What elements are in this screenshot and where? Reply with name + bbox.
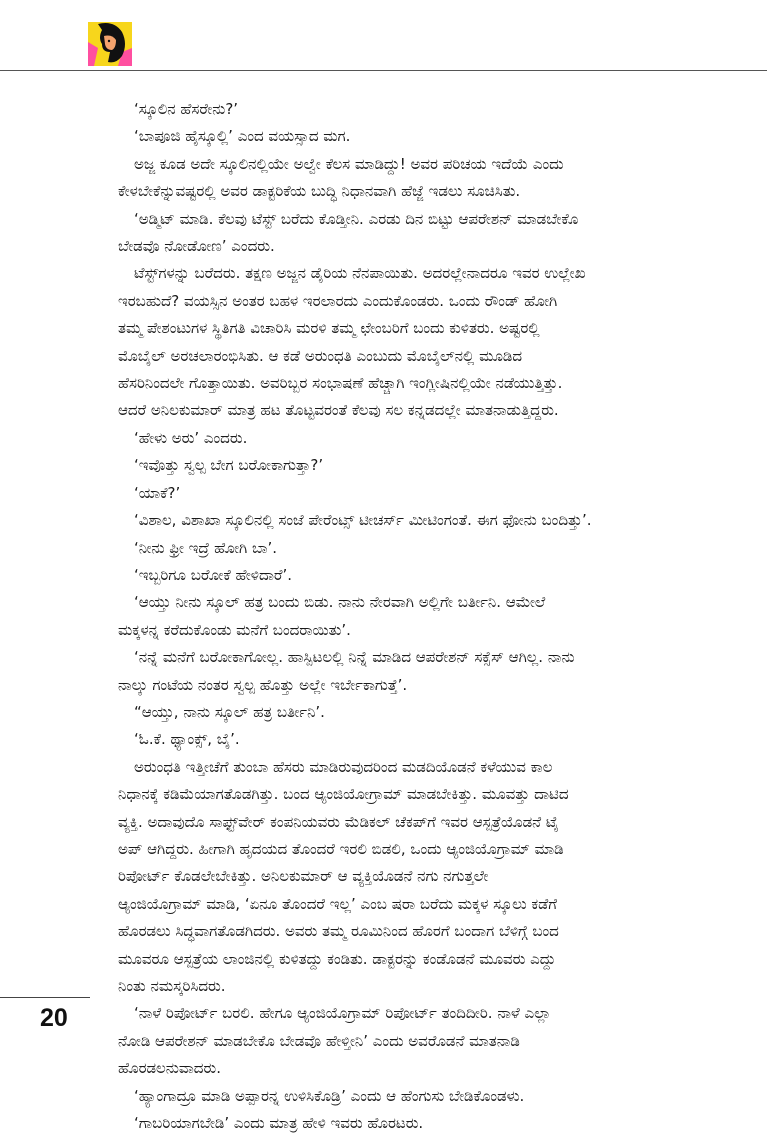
text-line: ನಿಂತು ನಮಸ್ಕರಿಸಿದರು. — [118, 977, 226, 995]
text-line: ಆ್ಯಂಜಿಯೊಗ್ರಾಮ್ ಮಾಡಿ, ‘ಏನೂ ತೊಂದರೆ ಇಲ್ಲ’ ಎಂಬ ಷರಾ ಬರೆದು ಮಕ್ಕಳ ಸ್ಕೂಲು ಕಡೆಗೆ — [118, 894, 557, 913]
text-line: ‘ನೀನು ಫ್ರೀ ಇದ್ರೆ ಹೋಗಿ ಬಾ’. — [134, 538, 278, 557]
text-line: ‘ಓ.ಕೆ. ಥ್ಯಾಂಕ್ಸ್, ಬೈ’. — [134, 730, 240, 749]
text-line: ‘ನಾಳೆ ರಿಪೋರ್ಟ್ ಬರಲಿ. ಹೇಗೂ ಆ್ಯಂಜಿಯೊಗ್ರಾಮ್ ರಿಪೋರ್ಟ್ ತಂದಿದೀರಿ. ನಾಳೆ ಎಲ್ಲಾ — [134, 1004, 551, 1023]
paragraph — [118, 562, 714, 589]
text-line: ಹೆಸರಿನಿಂದಲೇ ಗೊತ್ತಾಯಿತು. ಅವರಿಬ್ಬರ ಸಂಭಾಷಣೆ ಹೆಚ್ಚಾಗಿ ಇಂಗ್ಲೀಷಿನಲ್ಲಿಯೇ ನಡೆಯುತ್ತಿತ್ತು. — [118, 374, 563, 393]
text-line: ಮೊಬೈಲ್ ಅರಚಲಾರಂಭಿಸಿತು. ಆ ಕಡೆ ಅರುಂಧತಿ ಎಂಬುದು ಮೊಬೈಲ್‌ನಲ್ಲಿ ಮೂಡಿದ — [118, 346, 523, 365]
text-line: ‘ವಿಶಾಲ, ವಿಶಾಖಾ ಸ್ಕೂಲಿನಲ್ಲಿ ಸಂಜೆ ಪೇರೆಂಟ್ಸ್ ಟೀಚರ್ಸ್ ಮೀಟಿಂಗಂತೆ. ಈಗ ಫೋನು ಬಂದಿತ್ತು’. — [134, 511, 592, 530]
footer-rule — [0, 997, 90, 998]
paragraph — [118, 754, 714, 1001]
paragraph — [118, 1000, 714, 1082]
paragraph — [118, 123, 714, 150]
text-line: ಕೇಳಬೇಕೆನ್ನುವಷ್ಟರಲ್ಲಿ ಅವರ ಡಾಕ್ಟರಿಕೆಯ ಬುದ್ಧಿ ನಿಧಾನವಾಗಿ ಹೆಜ್ಜೆ ಇಡಲು ಸೂಚಿಸಿತು. — [118, 182, 521, 201]
text-line: ‘ಸ್ಕೂಲಿನ ಹೆಸರೇನು?’ — [134, 100, 239, 118]
text-line: ನೋಡಿ ಆಪರೇಶನ್ ಮಾಡಬೇಕೊ ಬೇಡವೊ ಹೇಳ್ತೀನಿ’ ಎಂದು ಅವರೊಡನೆ ಮಾತನಾಡಿ — [118, 1031, 520, 1050]
paragraph — [118, 535, 714, 562]
text-line: ನಿಧಾನಕ್ಕೆ ಕಡಿಮೆಯಾಗತೊಡಗಿತ್ತು. ಬಂದ ಆ್ಯಂಜಿಯೋಗ್ರಾಮ್ ಮಾಡಬೇಕಿತ್ತು. ಮೂವತ್ತು ದಾಟಿದ — [118, 785, 569, 804]
page-number: 20 — [40, 1004, 68, 1032]
text-line: ಅಪ್ ಆಗಿದ್ದರು. ಹೀಗಾಗಿ ಹೃದಯದ ತೊಂದರೆ ಇರಲಿ ಬಿಡಲಿ, ಒಂದು ಆ್ಯಂಜಿಯೊಗ್ರಾಮ್ ಮಾಡಿ — [118, 839, 564, 858]
text-line: ‘ಇವೊತ್ತು ಸ್ವಲ್ಪ ಬೇಗ ಬರೋಕಾಗುತ್ತಾ?’ — [134, 456, 324, 475]
text-line: ತಮ್ಮ ಪೇಶಂಟುಗಳ ಸ್ಥಿತಿಗತಿ ವಿಚಾರಿಸಿ ಮರಳಿ ತಮ್ಮ ಛೇಂಬರಿಗೆ ಬಂದು ಕುಳಿತರು. ಅಷ್ಟರಲ್ಲಿ — [118, 319, 540, 338]
story-body — [118, 96, 714, 1137]
paragraph — [118, 151, 714, 206]
text-line: ಮೂವರೂ ಆಸ್ಪತ್ರೆಯ ಲಾಂಜಿನಲ್ಲಿ ಕುಳಿತದ್ದು ಕಂಡಿತು. ಡಾಕ್ಟರನ್ನು ಕಂಡೊಡನೆ ಮೂವರು ಎದ್ದು — [118, 949, 556, 968]
text-line: ‘ನನ್ನೆ ಮನೆಗೆ ಬರೋಕಾಗೋಲ್ಲ. ಹಾಸ್ಪಿಟಲಲ್ಲಿ ನಿನ್ನೆ ಮಾಡಿದ ಆಪರೇಶನ್ ಸಕ್ಸೆಸ್ ಆಗಿಲ್ಲ. ನಾನು — [134, 648, 575, 667]
paragraph — [118, 507, 714, 534]
paragraph — [118, 480, 714, 507]
paragraph — [118, 425, 714, 452]
text-line: ಅರುಂಧತಿ ಇತ್ತೀಚೆಗೆ ತುಂಬಾ ಹೆಸರು ಮಾಡಿರುವುದರಿಂದ ಮಡದಿಯೊಡನೆ ಕಳೆಯುವ ಕಾಲ — [134, 757, 553, 776]
paragraph — [118, 260, 714, 424]
paragraph — [118, 1110, 714, 1137]
text-line: ಬೇಡವೊ ನೋಡೋಣ’ ಎಂದರು. — [118, 237, 275, 256]
text-line: ‘ಹ್ಯಾಂಗಾದ್ರೂ ಮಾಡಿ ಅಪ್ಪಾರನ್ನ ಉಳಿಸಿಕೊಡ್ರಿ’ ಎಂದು ಆ ಹೆಂಗುಸು ಬೇಡಿಕೊಂಡಳು. — [134, 1086, 525, 1105]
text-line: ಅಜ್ಜ ಕೂಡ ಅದೇ ಸ್ಕೂಲಿನಲ್ಲಿಯೇ ಅಲ್ವೇ ಕೆಲಸ ಮಾಡಿದ್ದು! ಅವರ ಪರಿಚಯ ಇದೆಯೆ ಎಂದು — [134, 154, 564, 173]
header-rule — [0, 70, 767, 71]
paragraph — [118, 726, 714, 753]
text-line: ಆದರೆ ಅನಿಲಕುಮಾರ್ ಮಾತ್ರ ಹಟ ತೊಟ್ಟವರಂತೆ ಕೆಲವು ಸಲ ಕನ್ನಡದಲ್ಲೇ ಮಾತನಾಡುತ್ತಿದ್ದರು. — [118, 401, 559, 420]
text-line: ಹೊರಡಲನುವಾದರು. — [118, 1059, 221, 1078]
text-line: ‘ಆಯ್ತು ನೀನು ಸ್ಕೂಲ್ ಹತ್ರ ಬಂದು ಬಿಡು. ನಾನು ನೇರವಾಗಿ ಅಲ್ಲಿಗೇ ಬರ್ತೀನಿ. ಆಮೇಲೆ — [134, 593, 546, 612]
text-line: ಟೆಸ್ಟ್‌ಗಳನ್ನು ಬರೆದರು. ತಕ್ಷಣ ಅಜ್ಜನ ಡೈರಿಯ ನೆನಪಾಯಿತು. ಅದರಲ್ಲೇನಾದರೂ ಇವರ ಉಲ್ಲೇಖ — [134, 264, 586, 283]
text-line: ನಾಲ್ಕು ಗಂಟೆಯ ನಂತರ ಸ್ವಲ್ಪ ಹೊತ್ತು ಅಲ್ಲೇ ಇರ್ಬೇಕಾಗುತ್ತೆ’. — [118, 675, 408, 694]
text-line: ಹೊರಡಲು ಸಿದ್ಧವಾಗತೊಡಗಿದರು. ಅವರು ತಮ್ಮ ರೂಮಿನಿಂದ ಹೊರಗೆ ಬಂದಾಗ ಬೆಳಿಗ್ಗೆ ಬಂದ — [118, 922, 559, 941]
text-line: ‘ಅಡ್ಮಿಟ್ ಮಾಡಿ. ಕೆಲವು ಟೆಸ್ಟ್ ಬರೆದು ಕೊಡ್ತೀನಿ. ಎರಡು ದಿನ ಬಿಟ್ಟು ಆಪರೇಶನ್ ಮಾಡಬೇಕೊ — [134, 209, 579, 228]
paragraph — [118, 1083, 714, 1110]
text-line: ರಿಪೋರ್ಟ್ ಕೊಡಲೇಬೇಕಿತ್ತು. ಅನಿಲಕುಮಾರ್ ಆ ವ್ಯಕ್ತಿಯೊಡನೆ ನಗು ನಗುತ್ತಲೇ — [118, 867, 489, 886]
text-line: ‘ಗಾಬರಿಯಾಗಬೇಡಿ’ ಎಂದು ಮಾತ್ರ ಹೇಳಿ ಇವರು ಹೊರಟರು. — [134, 1114, 424, 1133]
paragraph — [118, 644, 714, 699]
paragraph — [118, 699, 714, 726]
text-line: ‘ಹೇಳು ಅರು’ ಎಂದರು. — [134, 428, 248, 447]
text-line: “ಆಯ್ತು, ನಾನು ಸ್ಕೂಲ್ ಹತ್ರ ಬರ್ತೀನಿ’. — [134, 702, 325, 721]
text-line: ‘ಬಾಪೂಜಿ ಹೈಸ್ಕೂಲ್ಲಿ’ ಎಂದ ವಯಸ್ಸಾದ ಮಗ. — [134, 127, 351, 146]
paragraph — [118, 452, 714, 479]
paragraph — [118, 589, 714, 644]
text-line: ‘ಯಾಕೆ?’ — [134, 483, 181, 502]
text-line: ವ್ಯಕ್ತಿ. ಅದಾವುದೊ ಸಾಫ್ಟ್‌ವೇರ್ ಕಂಪನಿಯವರು ಮೆಡಿಕಲ್ ಚೆಕಪ್‌ಗೆ ಇವರ ಆಸ್ಪತ್ರೆಯೊಡನೆ ಟೈ — [118, 812, 559, 831]
publication-logo — [88, 22, 132, 66]
paragraph — [118, 96, 714, 123]
text-line: ಮಕ್ಕಳನ್ನ ಕರೆದುಕೊಂಡು ಮನೆಗೆ ಬಂದರಾಯಿತು’. — [118, 620, 351, 639]
text-line: ‘ಇಬ್ಬರಿಗೂ ಬರೋಕೆ ಹೇಳಿದಾರೆ’. — [134, 565, 293, 584]
text-line: ಇರಬಹುದೆ? ವಯಸ್ಸಿನ ಅಂತರ ಬಹಳ ಇರಲಾರದು ಎಂದುಕೊಂಡರು. ಒಂದು ರೌಂಡ್ ಹೋಗಿ — [118, 291, 558, 310]
paragraph — [118, 206, 714, 261]
